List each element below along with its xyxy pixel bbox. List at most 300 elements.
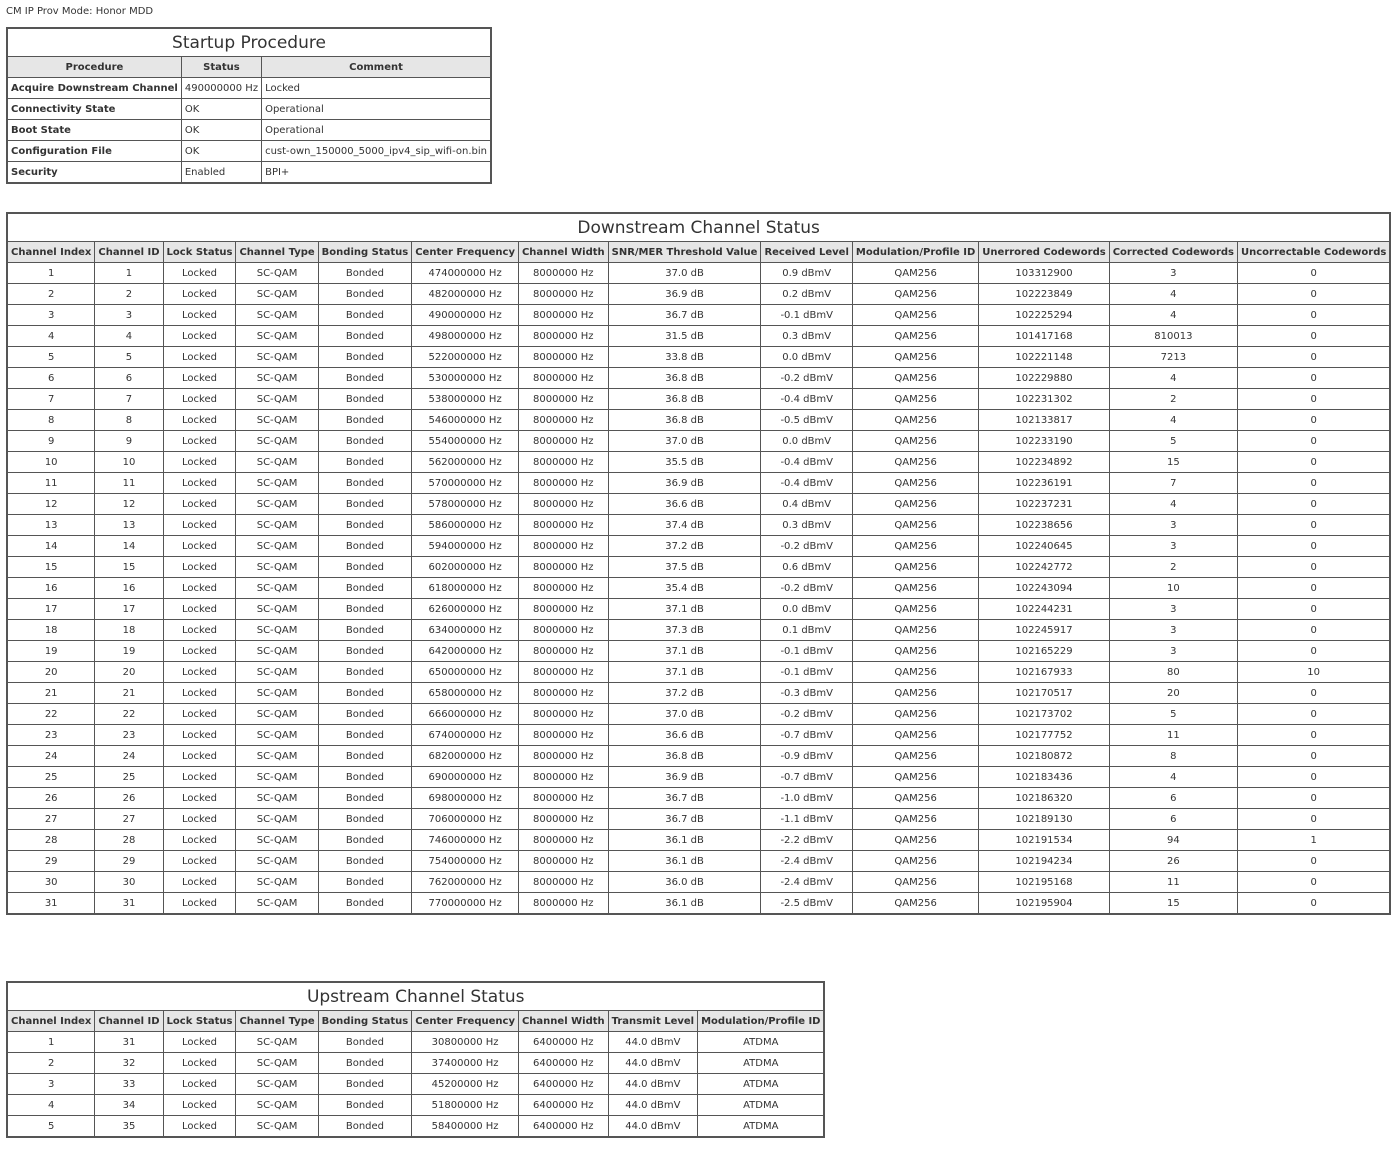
cell-uncorrectable-codewords: 0 — [1238, 872, 1391, 893]
cell-comment: Operational — [262, 99, 491, 120]
cell-uncorrectable-codewords: 0 — [1238, 557, 1391, 578]
cell-snr-mer-threshold-value: 36.1 dB — [608, 893, 761, 915]
cell-channel-width: 6400000 Hz — [518, 1095, 608, 1116]
cell-status: OK — [181, 141, 261, 162]
cell-channel-id: 13 — [95, 515, 163, 536]
cell-uncorrectable-codewords: 0 — [1238, 809, 1391, 830]
table-row — [7, 1095, 824, 1116]
cell-bonding-status: Bonded — [318, 767, 412, 788]
cell-unerrored-codewords: 102177752 — [979, 725, 1109, 746]
table-row — [7, 893, 1390, 915]
cell-modulation-profile-id: QAM256 — [852, 494, 978, 515]
cell-unerrored-codewords: 102244231 — [979, 599, 1109, 620]
cell-uncorrectable-codewords: 0 — [1238, 767, 1391, 788]
table-row — [7, 326, 1390, 347]
cell-center-frequency: 51800000 Hz — [412, 1095, 519, 1116]
cell-lock-status: Locked — [163, 746, 236, 767]
cell-modulation-profile-id: ATDMA — [698, 1116, 825, 1138]
column-header-received-level: Received Level — [761, 242, 852, 263]
cell-corrected-codewords: 3 — [1109, 620, 1237, 641]
cell-channel-index: 1 — [7, 1032, 95, 1053]
cell-corrected-codewords: 5 — [1109, 431, 1237, 452]
cell-channel-index: 11 — [7, 473, 95, 494]
cell-channel-width: 8000000 Hz — [518, 431, 608, 452]
cell-unerrored-codewords: 102231302 — [979, 389, 1109, 410]
cell-snr-mer-threshold-value: 37.2 dB — [608, 683, 761, 704]
cell-channel-width: 8000000 Hz — [518, 389, 608, 410]
cell-corrected-codewords: 3 — [1109, 536, 1237, 557]
cell-uncorrectable-codewords: 0 — [1238, 578, 1391, 599]
cell-received-level: -0.4 dBmV — [761, 389, 852, 410]
cell-unerrored-codewords: 102238656 — [979, 515, 1109, 536]
cell-channel-width: 8000000 Hz — [518, 263, 608, 284]
cell-modulation-profile-id: QAM256 — [852, 662, 978, 683]
cell-unerrored-codewords: 102167933 — [979, 662, 1109, 683]
cell-channel-id: 26 — [95, 788, 163, 809]
cell-channel-id: 8 — [95, 410, 163, 431]
table-row — [7, 452, 1390, 473]
cell-center-frequency: 58400000 Hz — [412, 1116, 519, 1138]
cell-lock-status: Locked — [163, 1053, 236, 1074]
column-header-bonding-status: Bonding Status — [318, 1011, 412, 1032]
cell-center-frequency: 626000000 Hz — [412, 599, 519, 620]
cell-modulation-profile-id: QAM256 — [852, 788, 978, 809]
cell-modulation-profile-id: QAM256 — [852, 599, 978, 620]
cell-bonding-status: Bonded — [318, 683, 412, 704]
cell-received-level: 0.0 dBmV — [761, 347, 852, 368]
cell-corrected-codewords: 4 — [1109, 410, 1237, 431]
cell-uncorrectable-codewords: 0 — [1238, 515, 1391, 536]
cell-channel-type: SC-QAM — [236, 704, 318, 725]
cell-center-frequency: 698000000 Hz — [412, 788, 519, 809]
cell-lock-status: Locked — [163, 473, 236, 494]
cell-uncorrectable-codewords: 0 — [1238, 725, 1391, 746]
cell-uncorrectable-codewords: 0 — [1238, 263, 1391, 284]
table-row — [7, 830, 1390, 851]
cell-center-frequency: 706000000 Hz — [412, 809, 519, 830]
cell-unerrored-codewords: 102165229 — [979, 641, 1109, 662]
cell-lock-status: Locked — [163, 305, 236, 326]
table-row — [7, 368, 1390, 389]
cell-channel-type: SC-QAM — [236, 473, 318, 494]
cell-center-frequency: 682000000 Hz — [412, 746, 519, 767]
cell-channel-index: 18 — [7, 620, 95, 641]
cell-unerrored-codewords: 102194234 — [979, 851, 1109, 872]
cell-center-frequency: 482000000 Hz — [412, 284, 519, 305]
cell-lock-status: Locked — [163, 893, 236, 915]
cell-unerrored-codewords: 102183436 — [979, 767, 1109, 788]
cell-channel-id: 32 — [95, 1053, 163, 1074]
cell-uncorrectable-codewords: 0 — [1238, 536, 1391, 557]
startup-procedure-title: Startup Procedure — [7, 28, 491, 57]
cell-comment: cust-own_150000_5000_ipv4_sip_wifi-on.bin — [262, 141, 491, 162]
cell-snr-mer-threshold-value: 35.5 dB — [608, 452, 761, 473]
upstream-channel-title: Upstream Channel Status — [7, 982, 824, 1011]
cell-channel-index: 14 — [7, 536, 95, 557]
cell-received-level: -2.4 dBmV — [761, 851, 852, 872]
cell-received-level: 0.6 dBmV — [761, 557, 852, 578]
cell-channel-width: 8000000 Hz — [518, 767, 608, 788]
cell-channel-id: 9 — [95, 431, 163, 452]
cell-received-level: -0.1 dBmV — [761, 662, 852, 683]
table-row — [7, 347, 1390, 368]
cell-channel-id: 29 — [95, 851, 163, 872]
cell-center-frequency: 650000000 Hz — [412, 662, 519, 683]
column-header-channel-index: Channel Index — [7, 242, 95, 263]
cell-status: Enabled — [181, 162, 261, 184]
cell-procedure: Boot State — [7, 120, 181, 141]
cell-transmit-level: 44.0 dBmV — [608, 1116, 697, 1138]
cell-channel-type: SC-QAM — [236, 893, 318, 915]
cell-bonding-status: Bonded — [318, 1074, 412, 1095]
cell-lock-status: Locked — [163, 872, 236, 893]
cell-bonding-status: Bonded — [318, 725, 412, 746]
cell-received-level: -0.2 dBmV — [761, 704, 852, 725]
table-row — [7, 1032, 824, 1053]
cell-channel-id: 23 — [95, 725, 163, 746]
cell-received-level: -0.1 dBmV — [761, 305, 852, 326]
cell-snr-mer-threshold-value: 36.7 dB — [608, 305, 761, 326]
cell-bonding-status: Bonded — [318, 872, 412, 893]
cell-modulation-profile-id: QAM256 — [852, 830, 978, 851]
cell-modulation-profile-id: QAM256 — [852, 368, 978, 389]
cell-received-level: -0.2 dBmV — [761, 368, 852, 389]
cell-channel-index: 4 — [7, 326, 95, 347]
cell-channel-index: 15 — [7, 557, 95, 578]
cell-center-frequency: 586000000 Hz — [412, 515, 519, 536]
column-header-channel-index: Channel Index — [7, 1011, 95, 1032]
column-header-channel-id: Channel ID — [95, 1011, 163, 1032]
column-header-channel-width: Channel Width — [518, 1011, 608, 1032]
cell-received-level: -2.2 dBmV — [761, 830, 852, 851]
cell-channel-type: SC-QAM — [236, 641, 318, 662]
cell-received-level: -0.7 dBmV — [761, 767, 852, 788]
cell-bonding-status: Bonded — [318, 1116, 412, 1138]
cell-bonding-status: Bonded — [318, 473, 412, 494]
cell-unerrored-codewords: 102221148 — [979, 347, 1109, 368]
table-row — [7, 641, 1390, 662]
cell-snr-mer-threshold-value: 37.0 dB — [608, 704, 761, 725]
cell-channel-index: 9 — [7, 431, 95, 452]
cell-snr-mer-threshold-value: 37.5 dB — [608, 557, 761, 578]
cell-channel-index: 1 — [7, 263, 95, 284]
cell-channel-id: 31 — [95, 893, 163, 915]
cell-unerrored-codewords: 103312900 — [979, 263, 1109, 284]
cell-center-frequency: 554000000 Hz — [412, 431, 519, 452]
cell-channel-width: 8000000 Hz — [518, 452, 608, 473]
cell-uncorrectable-codewords: 0 — [1238, 347, 1391, 368]
cell-channel-id: 10 — [95, 452, 163, 473]
table-row — [7, 536, 1390, 557]
cell-center-frequency: 690000000 Hz — [412, 767, 519, 788]
table-row — [7, 872, 1390, 893]
cell-comment: Locked — [262, 78, 491, 99]
cell-channel-width: 8000000 Hz — [518, 788, 608, 809]
cell-lock-status: Locked — [163, 431, 236, 452]
cell-lock-status: Locked — [163, 620, 236, 641]
prov-mode-label: CM IP Prov Mode: Honor MDD — [6, 6, 154, 17]
column-header-status: Status — [181, 57, 261, 78]
table-row — [7, 389, 1390, 410]
cell-channel-type: SC-QAM — [236, 557, 318, 578]
table-row — [7, 704, 1390, 725]
cell-received-level: 0.0 dBmV — [761, 431, 852, 452]
cell-bonding-status: Bonded — [318, 494, 412, 515]
cell-lock-status: Locked — [163, 809, 236, 830]
cell-unerrored-codewords: 102237231 — [979, 494, 1109, 515]
cell-uncorrectable-codewords: 0 — [1238, 452, 1391, 473]
cell-lock-status: Locked — [163, 536, 236, 557]
table-row — [7, 473, 1390, 494]
cell-channel-width: 8000000 Hz — [518, 557, 608, 578]
cell-channel-type: SC-QAM — [236, 1074, 318, 1095]
cell-channel-width: 8000000 Hz — [518, 683, 608, 704]
cell-channel-id: 12 — [95, 494, 163, 515]
cell-channel-id: 7 — [95, 389, 163, 410]
cell-snr-mer-threshold-value: 36.8 dB — [608, 368, 761, 389]
cell-lock-status: Locked — [163, 557, 236, 578]
cell-channel-width: 6400000 Hz — [518, 1074, 608, 1095]
table-row — [7, 746, 1390, 767]
cell-corrected-codewords: 4 — [1109, 767, 1237, 788]
cell-snr-mer-threshold-value: 36.8 dB — [608, 410, 761, 431]
cell-uncorrectable-codewords: 0 — [1238, 683, 1391, 704]
cell-channel-id: 33 — [95, 1074, 163, 1095]
cell-snr-mer-threshold-value: 37.2 dB — [608, 536, 761, 557]
cell-uncorrectable-codewords: 0 — [1238, 746, 1391, 767]
cell-transmit-level: 44.0 dBmV — [608, 1074, 697, 1095]
cell-uncorrectable-codewords: 0 — [1238, 389, 1391, 410]
cell-bonding-status: Bonded — [318, 557, 412, 578]
column-header-lock-status: Lock Status — [163, 242, 236, 263]
cell-bonding-status: Bonded — [318, 305, 412, 326]
cell-unerrored-codewords: 102195904 — [979, 893, 1109, 915]
cell-channel-index: 7 — [7, 389, 95, 410]
column-header-lock-status: Lock Status — [163, 1011, 236, 1032]
cell-channel-index: 2 — [7, 284, 95, 305]
cell-modulation-profile-id: QAM256 — [852, 809, 978, 830]
cell-corrected-codewords: 3 — [1109, 599, 1237, 620]
cell-uncorrectable-codewords: 1 — [1238, 830, 1391, 851]
cell-received-level: 0.3 dBmV — [761, 326, 852, 347]
cell-channel-type: SC-QAM — [236, 683, 318, 704]
cell-channel-type: SC-QAM — [236, 599, 318, 620]
cell-modulation-profile-id: QAM256 — [852, 389, 978, 410]
cell-modulation-profile-id: QAM256 — [852, 767, 978, 788]
cell-channel-index: 4 — [7, 1095, 95, 1116]
cell-channel-id: 15 — [95, 557, 163, 578]
cell-lock-status: Locked — [163, 725, 236, 746]
cell-channel-width: 8000000 Hz — [518, 641, 608, 662]
cell-channel-index: 31 — [7, 893, 95, 915]
cell-modulation-profile-id: ATDMA — [698, 1074, 825, 1095]
column-header-corrected-codewords: Corrected Codewords — [1109, 242, 1237, 263]
table-row — [7, 809, 1390, 830]
cell-channel-type: SC-QAM — [236, 872, 318, 893]
cell-channel-type: SC-QAM — [236, 1053, 318, 1074]
table-row — [7, 162, 491, 184]
cell-bonding-status: Bonded — [318, 347, 412, 368]
cell-channel-id: 28 — [95, 830, 163, 851]
cell-lock-status: Locked — [163, 578, 236, 599]
cell-channel-width: 8000000 Hz — [518, 893, 608, 915]
cell-channel-id: 30 — [95, 872, 163, 893]
cell-channel-width: 8000000 Hz — [518, 830, 608, 851]
cell-lock-status: Locked — [163, 284, 236, 305]
cell-corrected-codewords: 7213 — [1109, 347, 1237, 368]
cell-modulation-profile-id: QAM256 — [852, 851, 978, 872]
cell-channel-type: SC-QAM — [236, 830, 318, 851]
cell-channel-type: SC-QAM — [236, 410, 318, 431]
cell-corrected-codewords: 4 — [1109, 494, 1237, 515]
downstream-channel-title: Downstream Channel Status — [7, 213, 1390, 242]
cell-status: OK — [181, 99, 261, 120]
cell-channel-index: 13 — [7, 515, 95, 536]
cell-snr-mer-threshold-value: 36.0 dB — [608, 872, 761, 893]
cell-procedure: Acquire Downstream Channel — [7, 78, 181, 99]
cell-channel-index: 19 — [7, 641, 95, 662]
cell-snr-mer-threshold-value: 33.8 dB — [608, 347, 761, 368]
cell-bonding-status: Bonded — [318, 1095, 412, 1116]
cell-modulation-profile-id: QAM256 — [852, 725, 978, 746]
cell-channel-type: SC-QAM — [236, 389, 318, 410]
cell-received-level: 0.4 dBmV — [761, 494, 852, 515]
cell-channel-width: 8000000 Hz — [518, 326, 608, 347]
cell-corrected-codewords: 20 — [1109, 683, 1237, 704]
cell-channel-type: SC-QAM — [236, 662, 318, 683]
table-row — [7, 99, 491, 120]
cell-corrected-codewords: 11 — [1109, 725, 1237, 746]
cell-channel-type: SC-QAM — [236, 725, 318, 746]
cell-received-level: -0.4 dBmV — [761, 473, 852, 494]
cell-bonding-status: Bonded — [318, 809, 412, 830]
column-header-comment: Comment — [262, 57, 491, 78]
cell-channel-width: 8000000 Hz — [518, 347, 608, 368]
cell-channel-index: 17 — [7, 599, 95, 620]
cell-uncorrectable-codewords: 0 — [1238, 641, 1391, 662]
cell-snr-mer-threshold-value: 37.1 dB — [608, 641, 761, 662]
table-row — [7, 1116, 824, 1138]
cell-channel-type: SC-QAM — [236, 620, 318, 641]
cell-modulation-profile-id: QAM256 — [852, 347, 978, 368]
cell-transmit-level: 44.0 dBmV — [608, 1053, 697, 1074]
cell-channel-width: 8000000 Hz — [518, 599, 608, 620]
cell-channel-width: 6400000 Hz — [518, 1053, 608, 1074]
downstream-channel-table — [6, 212, 1391, 915]
cell-received-level: 0.3 dBmV — [761, 515, 852, 536]
cell-channel-id: 20 — [95, 662, 163, 683]
cell-bonding-status: Bonded — [318, 578, 412, 599]
cell-center-frequency: 37400000 Hz — [412, 1053, 519, 1074]
cell-channel-type: SC-QAM — [236, 494, 318, 515]
cell-channel-id: 31 — [95, 1032, 163, 1053]
cell-center-frequency: 770000000 Hz — [412, 893, 519, 915]
cell-channel-index: 16 — [7, 578, 95, 599]
cell-lock-status: Locked — [163, 368, 236, 389]
cell-channel-index: 30 — [7, 872, 95, 893]
cell-snr-mer-threshold-value: 36.9 dB — [608, 767, 761, 788]
table-row — [7, 515, 1390, 536]
cell-channel-width: 6400000 Hz — [518, 1032, 608, 1053]
cell-lock-status: Locked — [163, 767, 236, 788]
cell-snr-mer-threshold-value: 37.3 dB — [608, 620, 761, 641]
cell-channel-id: 3 — [95, 305, 163, 326]
cell-unerrored-codewords: 102173702 — [979, 704, 1109, 725]
cell-lock-status: Locked — [163, 515, 236, 536]
table-row — [7, 1053, 824, 1074]
cell-channel-width: 8000000 Hz — [518, 536, 608, 557]
cell-unerrored-codewords: 102236191 — [979, 473, 1109, 494]
cell-corrected-codewords: 15 — [1109, 452, 1237, 473]
cell-center-frequency: 674000000 Hz — [412, 725, 519, 746]
cell-lock-status: Locked — [163, 599, 236, 620]
cell-bonding-status: Bonded — [318, 830, 412, 851]
cell-channel-width: 8000000 Hz — [518, 851, 608, 872]
cell-channel-type: SC-QAM — [236, 263, 318, 284]
cell-uncorrectable-codewords: 0 — [1238, 410, 1391, 431]
upstream-channel-table — [6, 981, 825, 1138]
cell-bonding-status: Bonded — [318, 368, 412, 389]
cell-uncorrectable-codewords: 0 — [1238, 788, 1391, 809]
cell-comment: BPI+ — [262, 162, 491, 184]
cell-channel-index: 23 — [7, 725, 95, 746]
cell-received-level: -0.9 dBmV — [761, 746, 852, 767]
cell-modulation-profile-id: QAM256 — [852, 578, 978, 599]
cell-bonding-status: Bonded — [318, 284, 412, 305]
cell-center-frequency: 538000000 Hz — [412, 389, 519, 410]
column-header-channel-id: Channel ID — [95, 242, 163, 263]
cell-channel-id: 16 — [95, 578, 163, 599]
cell-modulation-profile-id: QAM256 — [852, 704, 978, 725]
cell-transmit-level: 44.0 dBmV — [608, 1032, 697, 1053]
cell-center-frequency: 530000000 Hz — [412, 368, 519, 389]
cell-channel-index: 28 — [7, 830, 95, 851]
cell-bonding-status: Bonded — [318, 620, 412, 641]
cell-channel-type: SC-QAM — [236, 809, 318, 830]
cell-channel-width: 8000000 Hz — [518, 704, 608, 725]
cell-modulation-profile-id: QAM256 — [852, 620, 978, 641]
table-row — [7, 683, 1390, 704]
cell-modulation-profile-id: QAM256 — [852, 263, 978, 284]
cell-unerrored-codewords: 102225294 — [979, 305, 1109, 326]
cell-received-level: -2.5 dBmV — [761, 893, 852, 915]
cell-center-frequency: 634000000 Hz — [412, 620, 519, 641]
cell-unerrored-codewords: 102191534 — [979, 830, 1109, 851]
cell-corrected-codewords: 3 — [1109, 263, 1237, 284]
cell-channel-type: SC-QAM — [236, 536, 318, 557]
cell-lock-status: Locked — [163, 263, 236, 284]
cell-received-level: 0.9 dBmV — [761, 263, 852, 284]
cell-received-level: -0.4 dBmV — [761, 452, 852, 473]
cell-channel-index: 27 — [7, 809, 95, 830]
cell-channel-type: SC-QAM — [236, 1095, 318, 1116]
cell-modulation-profile-id: QAM256 — [852, 431, 978, 452]
cell-procedure: Security — [7, 162, 181, 184]
cell-unerrored-codewords: 102242772 — [979, 557, 1109, 578]
cell-channel-index: 24 — [7, 746, 95, 767]
cell-channel-index: 12 — [7, 494, 95, 515]
cell-corrected-codewords: 5 — [1109, 704, 1237, 725]
cell-center-frequency: 658000000 Hz — [412, 683, 519, 704]
cell-unerrored-codewords: 102133817 — [979, 410, 1109, 431]
cell-snr-mer-threshold-value: 36.1 dB — [608, 851, 761, 872]
cell-modulation-profile-id: QAM256 — [852, 473, 978, 494]
column-header-bonding-status: Bonding Status — [318, 242, 412, 263]
cell-channel-id: 27 — [95, 809, 163, 830]
cell-snr-mer-threshold-value: 36.1 dB — [608, 830, 761, 851]
cell-received-level: -0.1 dBmV — [761, 641, 852, 662]
table-row — [7, 305, 1390, 326]
